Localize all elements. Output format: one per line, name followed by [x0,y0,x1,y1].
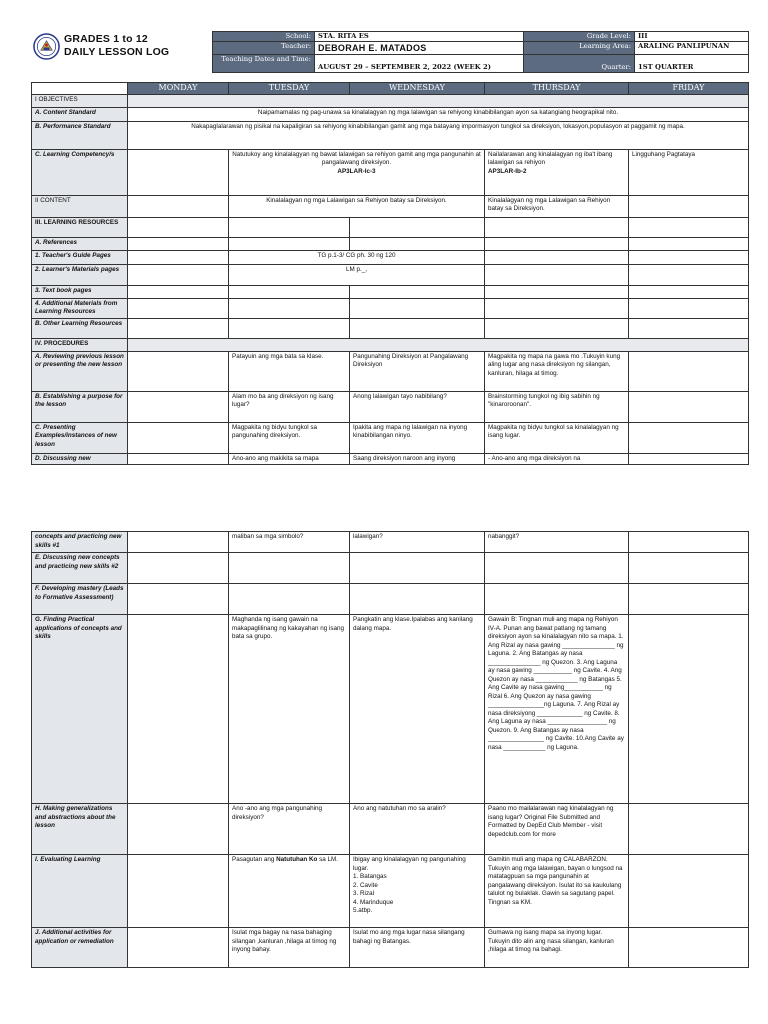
area-label: Learning Area: [524,42,635,55]
cell-tuesday: Patayuin ang mga bata sa klase. [229,351,350,391]
grade-value: III [635,32,749,42]
cell-friday [629,195,749,217]
cell-tuesday: Magpakita ng bidyu tungkol sa pangunahing direksiyon. [229,422,350,453]
teacher-value: DEBORAH E. MATADOS [315,42,524,55]
day-header: MONDAY [128,83,229,95]
cell-wednesday: lalawigan? [350,532,485,553]
performance-standard-text: Nakapaglalarawan ng pisikal na kapaligiran sa rehiyong kinabibilangan gamit ang mga batayang impormasyon tungkol sa direksiyon, lokasyon,populasyon at paggamit ng mapa. [128,121,749,149]
day-header: TUESDAY [229,83,350,95]
school-value: STA. RITA ES [315,32,524,42]
lm-pages: LM p._, [229,264,485,285]
tg-pages: TG p.1-3/ CG ph. 30 ng 120 [229,250,485,264]
row-label: 1. Teacher's Guide Pages [32,250,128,264]
evaluation-text: sa LM. [317,856,339,863]
cell-monday [128,195,229,217]
row-label: II CONTENT [32,195,128,217]
cell-thursday: Magpakita ng mapa na gawa mo .Tukuyin kung aling lugar ang nasa direksiyon ng silangan, kanluran, hilaga at timog. [485,351,629,391]
teacher-label: Teacher: [213,42,315,55]
day-header: THURSDAY [485,83,629,95]
cell-thursday: Gawain B: Tingnan muli ang mapa ng Rehiyon IV-A. Punan ang bawat patlang ng tamang direksiyon ayon sa kinalalagyan nito sa mapa. 1. Ang Rizal ay nasa gawing _______________ ng Laguna. 2. Ang Batangas ay nasa _______________ ng Quezon. 3. Ang Laguna ay nasa gawing ___________ ng Cavite. 4. Ang Quezon ay nasa ____________ ng Batangas 5. Ang Cavite ay nasa gawing___________ ng Rizal 6. Ang Quezon ay nasa gawing ________________ng Laguna. 7. Ang Rizal ay nasa direksiyong _____________ ng Cavite. 8. Ang Laguna ay nasa _________________ ng Quezon. 9. Ang Batangas ay nasa ________________ ng Cavite. 10.Ang Cavite ay nasa ____________ ng Laguna. [485,615,629,804]
cell-wednesday: Isulat mo ang mga lugar nasa silangang bahagi ng Batangas. [350,928,485,968]
title-line-1: GRADES 1 to 12 [64,33,148,45]
list-item: 3. Rizal [353,890,374,897]
section-fill [128,94,749,107]
row-label: III. LEARNING RESOURCES [32,217,128,237]
competency-code: AP3LAR-Ib-2 [488,167,527,175]
row-label: J. Additional activities for application or remediation [32,928,128,968]
cell-wednesday [350,855,485,928]
evaluation-text: Pasagutan ang [232,856,277,863]
list-item: 2. Cavite [353,881,378,889]
competency-tue-wed [229,149,485,195]
competency-text: Nailalarawan ang kinalalagyan ng iba't ibang lalawigan sa rehiyon [488,150,613,167]
cell-tuesday [229,855,350,928]
quarter-value: 1ST QUARTER [635,55,749,73]
cell-tuesday: Isulat mga bagay na nasa bahaging silangan ,kanluran ,hilaga at timog ng inyong bahay. [229,928,350,968]
cell-wednesday: Saang direksiyon naroon ang inyong [350,453,485,465]
competency-code: AP3LAR-Ic-3 [337,167,376,175]
row-label: D. Discussing new [32,453,128,465]
row-label: B. Establishing a purpose for the lesson [32,391,128,422]
title-line-2: DAILY LESSON LOG [64,46,170,58]
cell-thursday: nabanggit? [485,532,629,553]
cell-tuesday: Ano -ano ang mga pangunahing direksiyon? [229,804,350,855]
quarter-label: Quarter: [524,55,635,73]
lesson-log-table-part-2 [31,531,749,968]
row-label: B. Other Learning Resources [32,318,128,338]
cell-thursday: Paano mo mailalarawan nag kinalalagyan ng isang lugar? Original File Submitted and Formatted by DepEd Club Member - visit depedclub.com for more [485,804,629,855]
dates-value: AUGUST 29 – SEPTEMBER 2, 2022 (WEEK 2) [315,55,524,73]
list-item: 5.atbp. [353,907,373,914]
section-heading: IV. PROCEDURES [32,338,128,351]
row-label: F. Developing mastery (Leads to Formative Assessment) [32,584,128,615]
section-heading: I OBJECTIVES [32,94,128,107]
school-label: School: [213,32,315,42]
cell-wednesday: Pangkatin ang klase.Ipalabas ang kanilang dalang mapa. [350,615,485,804]
lesson-log-table-part-1 [31,82,749,465]
cell-thursday: Gumawa ng isang mapa sa inyong lugar. Tukuyin dito alin ang nasa silangan, kanluran ,hilaga at timog na bahagi. [485,928,629,968]
cell-thursday: Brainstorming tungkol ng ibig sabihin ng "kinaroroonan". [485,391,629,422]
list-item: 1. Batangas [353,873,387,880]
row-label: A. References [32,237,128,250]
row-label: C. Learning Competency/s [32,149,128,195]
content-thu: Kinalalagyan ng mga Lalawigan sa Rehiyon batay sa Direksiyon. [485,195,629,217]
content-tue-wed: Kinalalagyan ng mga Lalawigan sa Rehiyon batay sa Direksiyon. [229,195,485,217]
cell-monday [128,149,229,195]
dates-label: Teaching Dates and Time: [213,55,315,73]
row-label: A. Reviewing previous lesson or presenting the new lesson [32,351,128,391]
cell-wednesday: Anong lalawigan tayo nabibilang? [350,391,485,422]
section-fill [128,338,749,351]
list-item: 4. Marinduque [353,898,394,906]
header-info-table [212,31,749,73]
row-label: A. Content Standard [32,107,128,121]
cell-wednesday: Pangunahing Direksiyon at Pangalawang Direksiyon [350,351,485,391]
cell-thursday: Magpakita ng bidyu tungkol sa kinalalagyan ng isang lugar. [485,422,629,453]
evaluation-instruction: Ibigay ang kinalalagyan ng pangunahing lugar. [353,856,466,872]
row-label: C. Presenting Examples/instances of new lesson [32,422,128,453]
evaluation-bold: Natutuhan Ko [276,856,318,863]
cell-tuesday: Maghanda ng isang gawain na makapaglilinang ng kakayahan ng isang bata sa grupo. [229,615,350,804]
row-label: 3. Text book pages [32,285,128,298]
row-label: 4. Additional Materials from Learning Resources [32,298,128,318]
cell-tuesday: maliban sa mga simbolo? [229,532,350,553]
cell-tuesday: Ano-ano ang makikita sa mapa [229,453,350,465]
deped-seal-icon [33,32,60,61]
document-title [64,33,169,59]
content-standard-text: Naipamamalas ng pag-unawa sa kinalalagyan ng mga lalawigan sa rehiyong kinabibilangan ayon sa katangiang heograpikal nito. [128,107,749,121]
row-label: B. Performance Standard [32,121,128,149]
row-label: 2. Learner's Materials pages [32,264,128,285]
competency-thu [485,149,629,195]
competency-fri: Lingguhang Pagtataya [629,149,749,195]
row-label: H. Making generalizations and abstractions about the lesson [32,804,128,855]
row-label: G. Finding Practical applications of concepts and skills [32,615,128,804]
area-value: ARALING PANLIPUNAN [635,42,749,55]
blank-header-cell [32,83,128,95]
row-label: concepts and practicing new skills #1 [32,532,128,553]
cell-tuesday: Alam mo ba ang direksiyon ng isang lugar? [229,391,350,422]
grade-label: Grade Level: [524,32,635,42]
day-header: WEDNESDAY [350,83,485,95]
row-label: I. Evaluating Learning [32,855,128,928]
competency-text: Natutukoy ang kinalalagyan ng bawat lalawigan sa rehiyon gamit ang mga pangunahin at pangalawang direksiyon. [232,150,481,167]
cell-wednesday: Ano ang natutuhan mo sa aralin? [350,804,485,855]
day-header: FRIDAY [629,83,749,95]
day-header-row [32,83,749,95]
cell-thursday: - Ano-ano ang mga direksiyon na [485,453,629,465]
row-label: E. Discussing new concepts and practicing new skills #2 [32,553,128,584]
cell-thursday: Gamitin muli ang mapa ng CALABARZON. Tukuyin ang mga lalawigan, bayan o lungsod na matatagpuan sa mga pangunahin at pangalawang direksiyon. Isulat ito sa kaukulang talulot ng bulaklak. Gawin sa sagutang papel. Tingnan sa KM. [485,855,629,928]
cell-wednesday: Ipakita ang mapa ng lalawigan na inyong kinabibilangan ninyo. [350,422,485,453]
